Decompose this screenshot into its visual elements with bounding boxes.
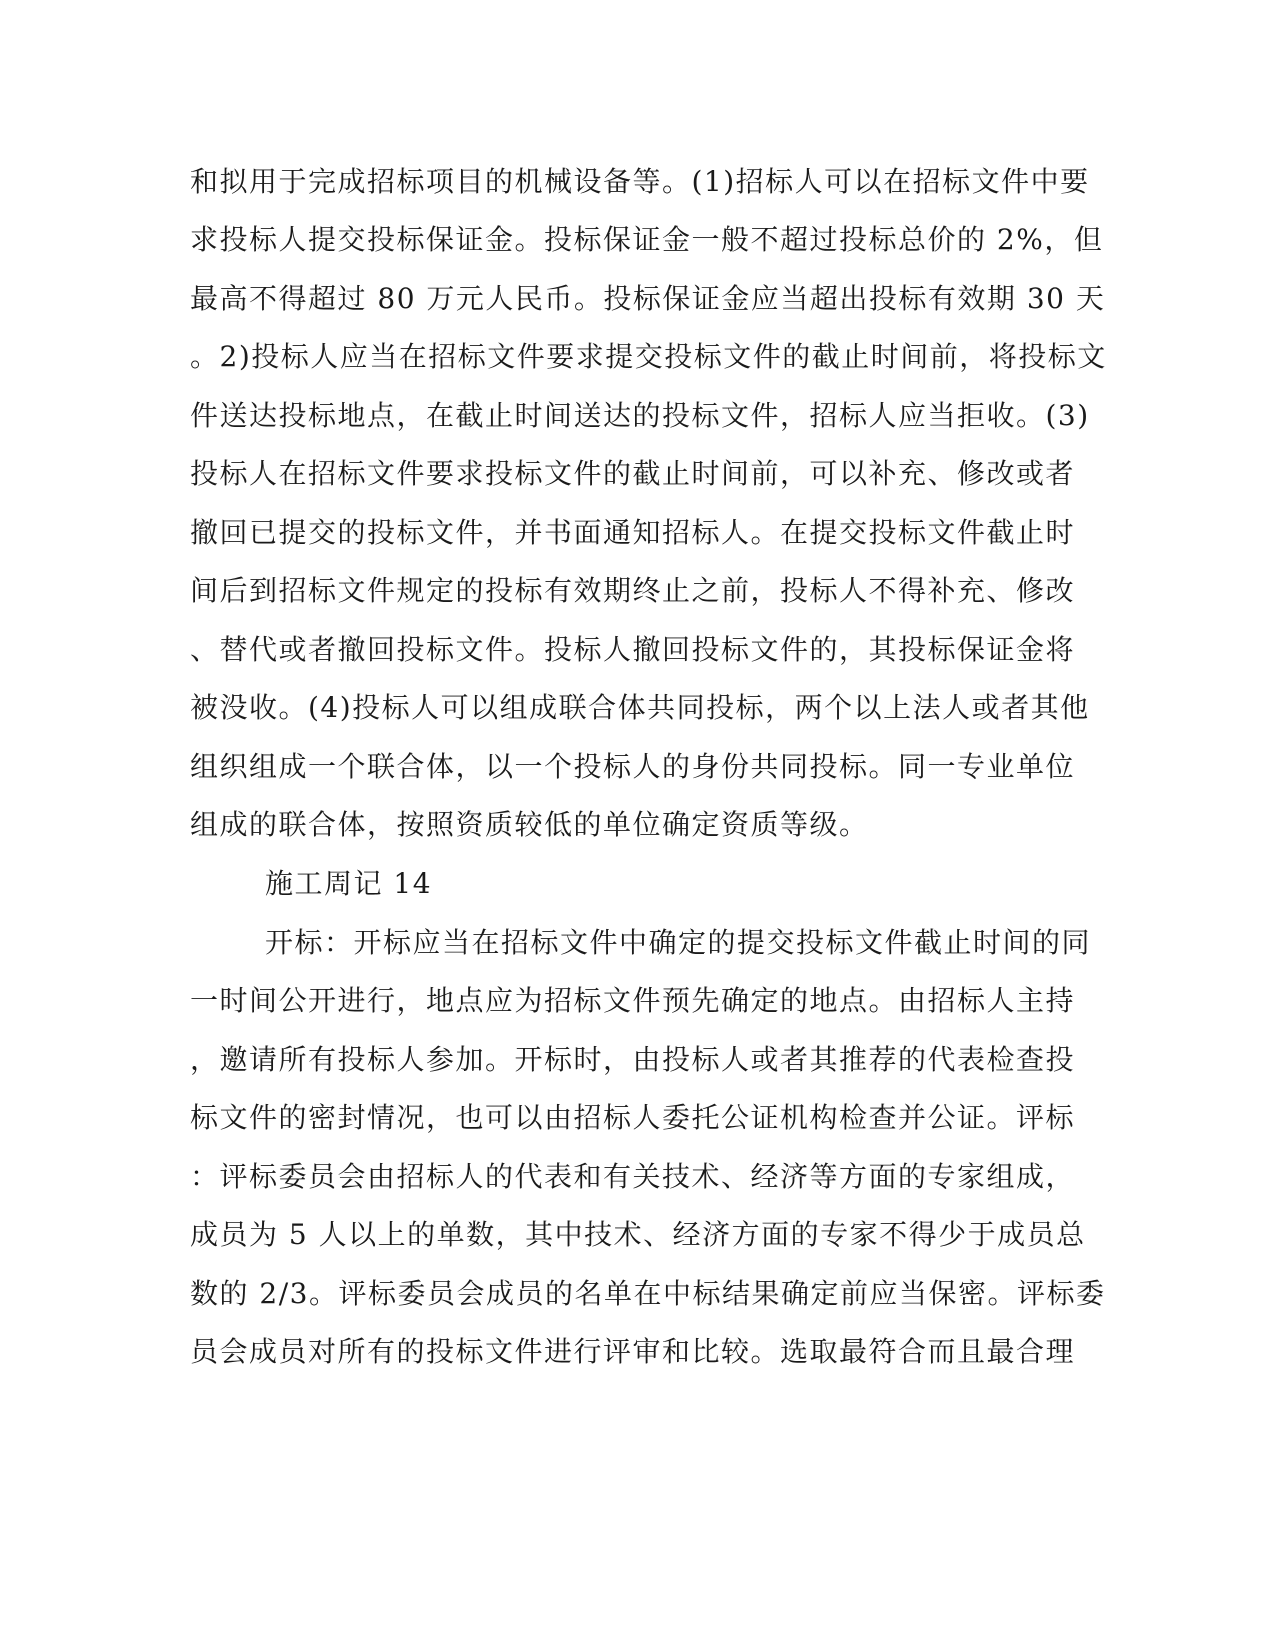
paragraph-line: 投标人在招标文件要求投标文件的截止时间前，可以补充、修改或者 <box>190 457 1076 490</box>
paragraph-line: 被没收。(4)投标人可以组成联合体共同投标，两个以上法人或者其他 <box>190 691 1090 724</box>
paragraph-line: 间后到招标文件规定的投标有效期终止之前，投标人不得补充、修改 <box>190 574 1076 607</box>
paragraph-line: 组成的联合体，按照资质较低的单位确定资质等级。 <box>190 808 869 841</box>
paragraph-line: 组织组成一个联合体，以一个投标人的身份共同投标。同一专业单位 <box>190 750 1076 783</box>
paragraph-line: ，邀请所有投标人参加。开标时，由投标人或者其推荐的代表检查投 <box>190 1043 1076 1076</box>
paragraph-line: 标文件的密封情况，也可以由招标人委托公证机构检查并公证。评标 <box>190 1101 1076 1134</box>
paragraph-line: 、替代或者撤回投标文件。投标人撤回投标文件的，其投标保证金将 <box>190 633 1076 666</box>
paragraph-line: 最高不得超过 80 万元人民币。投标保证金应当超出投标有效期 30 天 <box>190 282 1106 315</box>
paragraph-line: 开标：开标应当在招标文件中确定的提交投标文件截止时间的同 <box>265 926 1092 959</box>
paragraph-line: 成员为 5 人以上的单数，其中技术、经济方面的专家不得少于成员总 <box>190 1218 1086 1251</box>
paragraph-line: 撤回已提交的投标文件，并书面通知招标人。在提交投标文件截止时 <box>190 516 1076 549</box>
paragraph-line: 员会成员对所有的投标文件进行评审和比较。选取最符合而且最合理 <box>190 1335 1076 1368</box>
paragraph-line: 和拟用于完成招标项目的机械设备等。(1)招标人可以在招标文件中要 <box>190 165 1090 198</box>
paragraph-line: 件送达投标地点，在截止时间送达的投标文件，招标人应当拒收。(3) <box>190 399 1090 432</box>
paragraph-line: 数的 2/3。评标委员会成员的名单在中标结果确定前应当保密。评标委 <box>190 1277 1106 1310</box>
section-heading: 施工周记 14 <box>265 867 433 900</box>
paragraph-line: 。2)投标人应当在招标文件要求提交投标文件的截止时间前，将投标文 <box>190 340 1107 373</box>
paragraph-line: 求投标人提交投标保证金。投标保证金一般不超过投标总价的 2%，但 <box>190 223 1104 256</box>
paragraph-line: ：评标委员会由招标人的代表和有关技术、经济等方面的专家组成， <box>190 1160 1076 1193</box>
paragraph-line: 一时间公开进行，地点应为招标文件预先确定的地点。由招标人主持 <box>190 984 1076 1017</box>
